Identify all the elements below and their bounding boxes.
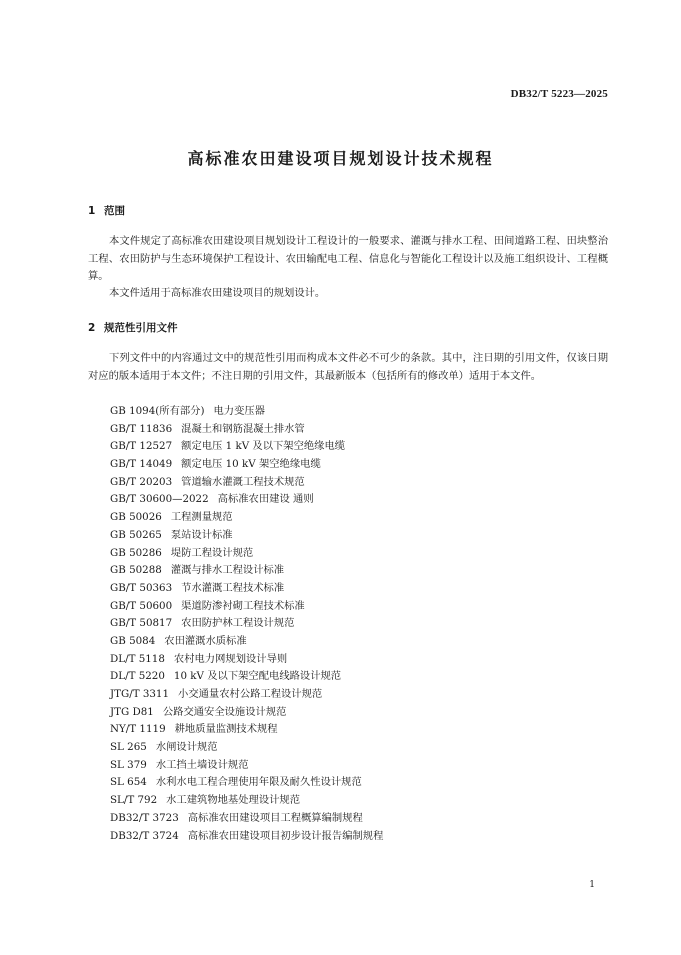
reference-title: 堤防工程设计规范: [170, 546, 254, 559]
reference-item: [110, 598, 383, 616]
reference-title: 10 kV 及以下架空配电线路设计规范: [173, 670, 342, 683]
reference-title: 电力变压器: [213, 405, 265, 417]
reference-title: 高标准农田建设项目初步设计报告编制规程: [187, 829, 384, 842]
reference-title: 工程测量规范: [170, 511, 233, 524]
reference-item: [110, 491, 383, 509]
reference-code: GB 50026: [110, 511, 162, 524]
reference-code: GB/T 50817: [110, 617, 173, 630]
reference-item: [110, 668, 383, 686]
reference-item: [110, 810, 383, 828]
reference-title: 小交通量农村公路工程设计规范: [178, 688, 323, 700]
document-title: 高标准农田建设项目规划设计技术规程: [187, 149, 494, 168]
reference-code: GB 1094(所有部分): [110, 405, 205, 417]
reference-item: [110, 633, 383, 651]
reference-item: [110, 474, 383, 492]
reference-item: [110, 721, 383, 739]
reference-code: SL 654: [110, 776, 147, 789]
reference-item: [110, 704, 383, 722]
reference-item: [110, 421, 383, 439]
reference-code: GB 50288: [110, 564, 162, 577]
reference-title: 耕地质量监测技术规程: [174, 723, 278, 736]
scope-applicability-paragraph: 本文件适用于高标准农田建设项目的规划设计。: [109, 287, 326, 299]
reference-title: 管道输水灌溉工程技术规范: [181, 475, 305, 488]
scope-paragraph: 本文件规定了高标准农田建设项目规划设计工程设计的一般要求、灌溉与排水工程、田间道路工程、田块整治工程、农田防护与生态环境保护工程设计、农田输配电工程、信息化与智能化工程设计以及施工组织设计、工程概算。: [88, 235, 608, 282]
reference-title: 灌溉与排水工程设计标准: [170, 564, 285, 577]
reference-code: DL/T 5118: [110, 652, 165, 665]
reference-item: [110, 792, 383, 810]
section-title: 规范性引用文件: [104, 322, 178, 334]
reference-item: [110, 739, 383, 757]
document-code: DB32/T 5223—2025: [510, 88, 608, 100]
page-number: 1: [589, 880, 595, 890]
reference-code: GB 50265: [110, 528, 162, 541]
reference-code: DB32/T 3723: [110, 811, 179, 824]
reference-title: 节水灌溉工程技术标准: [181, 581, 285, 594]
reference-title: 农村电力网规划设计导则: [173, 652, 288, 665]
reference-code: GB/T 50600: [110, 599, 173, 612]
reference-code: DL/T 5220: [110, 670, 165, 683]
reference-code: SL/T 792: [110, 794, 158, 807]
reference-item: [110, 438, 383, 456]
reference-title: 高标准农田建设项目工程概算编制规程: [187, 811, 363, 824]
reference-title: 公路交通安全设施设计规范: [162, 705, 287, 718]
reference-title: 额定电压 1 kV 及以下架空绝缘电缆: [181, 440, 346, 453]
reference-item: [110, 509, 383, 527]
reference-item: [110, 580, 383, 598]
reference-code: JTG D81: [110, 705, 154, 718]
reference-code: GB 5084: [110, 634, 156, 647]
reference-item: [110, 545, 383, 563]
reference-list: [110, 403, 383, 845]
reference-title: 泵站设计标准: [170, 528, 233, 541]
section-title: 范围: [104, 205, 125, 217]
reference-item: [110, 456, 383, 474]
reference-title: 农田防护林工程设计规范: [181, 617, 295, 630]
reference-code: GB 50286: [110, 546, 162, 559]
reference-code: DB32/T 3724: [110, 829, 179, 842]
reference-title: 水工挡土墙设计规范: [155, 758, 249, 771]
reference-code: GB/T 50363: [110, 581, 173, 594]
reference-title: 水利水电工程合理使用年限及耐久性设计规范: [155, 776, 362, 789]
section-heading-normative-references: [88, 320, 178, 335]
reference-title: 额定电压 10 kV 架空绝缘电缆: [181, 458, 321, 471]
reference-title: 高标准农田建设 通则: [217, 493, 314, 506]
section-number: 1: [88, 205, 96, 217]
reference-item: [110, 757, 383, 775]
reference-title: 水工建筑物地基处理设计规范: [166, 794, 301, 807]
section-number: 2: [88, 322, 96, 334]
reference-item: [110, 686, 383, 704]
reference-item: [110, 774, 383, 792]
reference-item: [110, 651, 383, 669]
section-heading-scope: [88, 203, 125, 218]
reference-item: [110, 828, 383, 846]
reference-code: GB/T 20203: [110, 475, 173, 488]
reference-code: NY/T 1119: [110, 723, 166, 736]
references-intro-paragraph: 下列文件中的内容通过文中的规范性引用而构成本文件必不可少的条款。其中，注日期的引用文件，仅该日期对应的版本适用于本文件；不注日期的引用文件，其最新版本（包括所有的修改单）适用于本文件。: [88, 352, 608, 382]
reference-code: GB/T 11836: [110, 422, 173, 435]
reference-item: [110, 562, 383, 580]
reference-item: [110, 615, 383, 633]
reference-title: 渠道防渗衬砌工程技术标准: [181, 599, 305, 612]
reference-code: SL 265: [110, 741, 147, 754]
reference-code: GB/T 14049: [110, 458, 173, 471]
reference-code: GB/T 12527: [110, 440, 173, 453]
reference-title: 水闸设计规范: [155, 741, 218, 754]
reference-code: GB/T 30600—2022: [110, 493, 209, 506]
reference-code: JTG/T 3311: [110, 688, 170, 700]
reference-item: [110, 527, 383, 545]
reference-code: SL 379: [110, 758, 147, 771]
reference-title: 农田灌溉水质标准: [164, 634, 247, 647]
reference-title: 混凝土和钢筋混凝土排水管: [181, 422, 305, 435]
reference-item: [110, 403, 383, 421]
